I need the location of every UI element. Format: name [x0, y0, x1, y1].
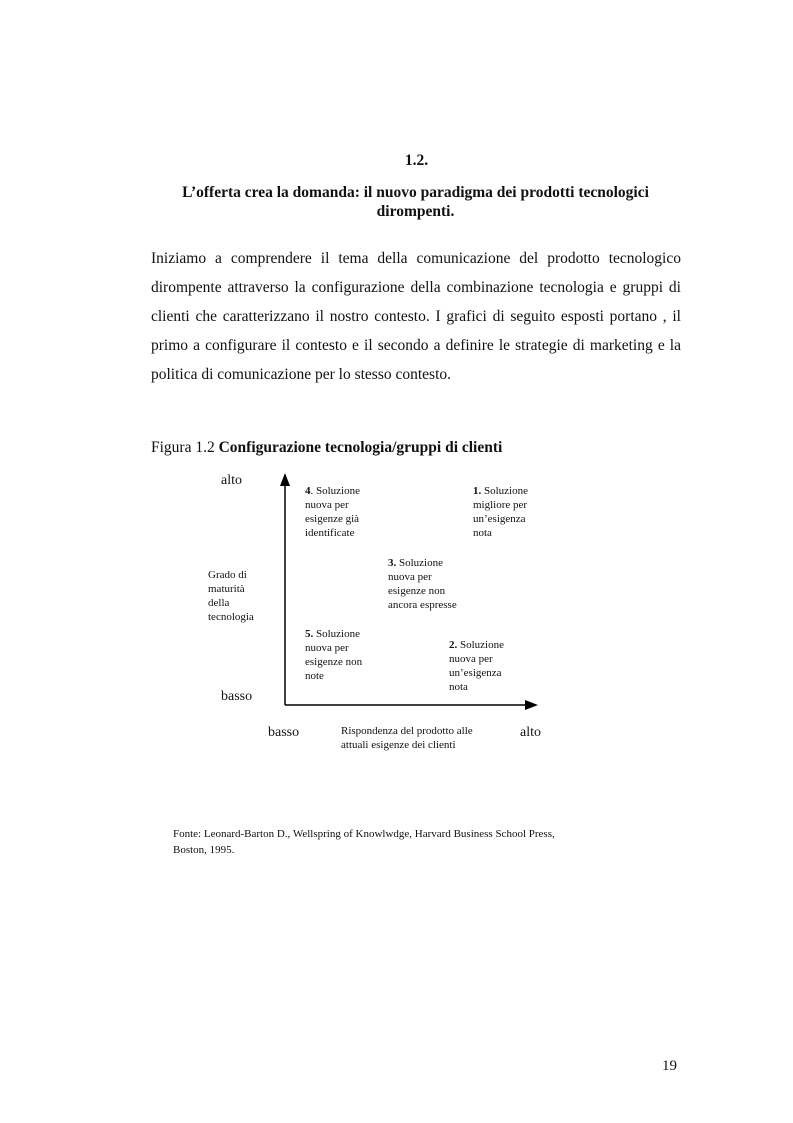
quadrant-text: nuova per — [388, 571, 432, 583]
y-axis-high-label: alto — [221, 473, 242, 488]
quadrant-text: Soluzione — [396, 557, 443, 569]
quadrant-number: 4 — [305, 485, 311, 497]
quadrant-number: 2. — [449, 639, 458, 651]
y-axis-low-label: basso — [221, 689, 253, 704]
figure-caption-title: Configurazione tecnologia/gruppi di clienti — [218, 439, 503, 456]
quadrant-5 — [305, 627, 362, 683]
quadrant-number: 5. — [305, 628, 314, 640]
paragraph-text: Iniziamo a comprendere il tema della comunicazione del prodotto tecnologico dirompente attraverso la configurazione della combinazione tecnologia e gruppi di clienti che caratterizzano il nostro contesto. I grafici di seguito esposti portano , il primo a configurare il contesto e il secondo a definire le strategie di marketing e la politica di comunicazione per lo stesso contesto. — [151, 250, 681, 383]
quadrant-text: nuova per — [449, 653, 493, 665]
quadrant-text: nota — [473, 527, 492, 539]
quadrant-text: nuova per — [305, 499, 349, 511]
quadrant-4 — [305, 484, 360, 540]
quadrant-number: 3. — [388, 557, 397, 569]
quadrant-text: Soluzione — [313, 628, 360, 640]
quadrant-text: Soluzione — [481, 485, 528, 497]
quadrant-text: nuova per — [305, 642, 349, 654]
x-axis-title-line: Rispondenza del prodotto alle — [341, 725, 473, 737]
x-axis-title — [341, 724, 473, 752]
quadrant-text: identificate — [305, 527, 355, 539]
quadrant-number: 1. — [473, 485, 482, 497]
source-line: Fonte: Leonard-Barton D., Wellspring of Knowlwdge, Harvard Business School Press, — [173, 828, 555, 840]
y-axis-arrowhead — [280, 473, 290, 486]
quadrant-text: ancora espresse — [388, 599, 457, 611]
quadrant-text: Soluzione — [313, 485, 360, 497]
y-axis-title-line: maturità — [208, 583, 245, 595]
quadrant-3 — [388, 556, 457, 612]
y-axis-title-line: tecnologia — [208, 611, 254, 623]
quadrant-text: note — [305, 670, 324, 682]
y-axis-title — [208, 568, 254, 624]
quadrant-text: Soluzione — [457, 639, 504, 651]
figure-caption-prefix: Figura 1.2 — [151, 439, 215, 456]
quadrant-text: nota — [449, 681, 468, 693]
x-axis-low-label: basso — [268, 725, 300, 740]
y-axis-title-line: Grado di — [208, 569, 247, 581]
quadrant-text: un’esigenza — [473, 513, 526, 525]
x-axis-title-line: attuali esigenze dei clienti — [341, 739, 456, 751]
source-line: Boston, 1995. — [173, 844, 235, 856]
quadrant-text: esigenze già — [305, 513, 360, 525]
x-axis-high-label: alto — [520, 725, 541, 740]
quadrant-1 — [473, 484, 528, 540]
quadrant-number-suffix: . — [310, 485, 314, 497]
y-axis-title-line: della — [208, 597, 230, 609]
quadrant-text: esigenze non — [388, 585, 446, 597]
section-number: 1.2. — [404, 152, 429, 169]
page-number: 19 — [662, 1058, 677, 1074]
quadrant-text: un’esigenza — [449, 667, 502, 679]
figure-source — [173, 826, 613, 858]
quadrant-text: esigenze non — [305, 656, 363, 668]
quadrant-text: migliore per — [473, 499, 528, 511]
section-title: L’offerta crea la domanda: il nuovo paradigma dei prodotti tecnologici dirompenti. — [182, 184, 649, 220]
quadrant-2 — [449, 638, 504, 694]
x-axis-arrowhead — [525, 700, 538, 710]
